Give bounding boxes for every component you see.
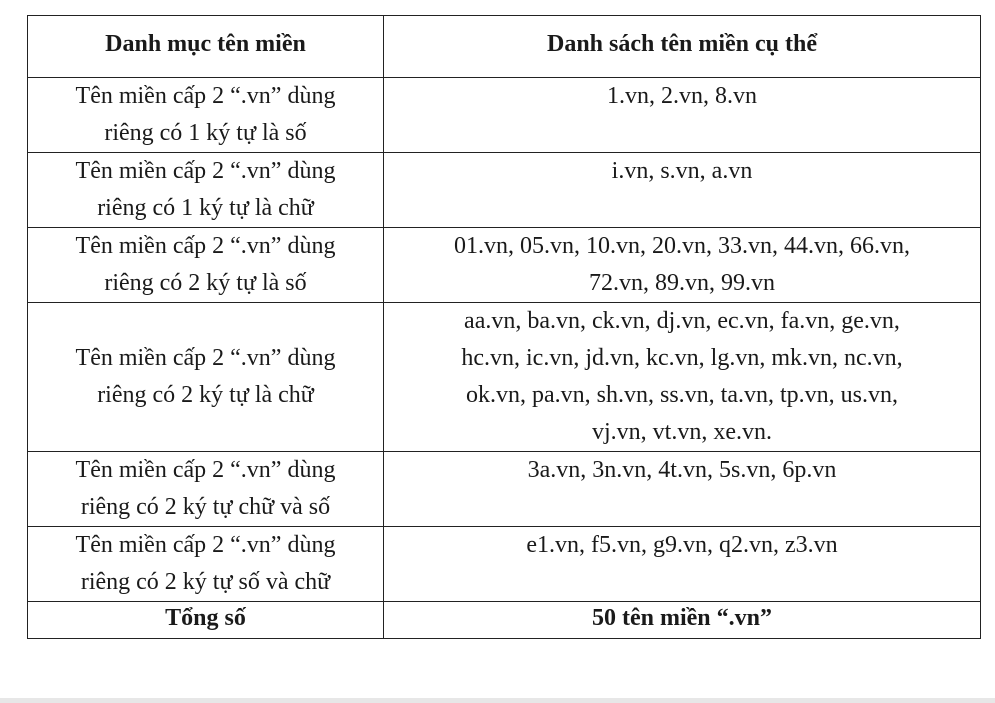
- category-line: Tên miền cấp 2 “.vn” dùng: [75, 233, 336, 259]
- domain-list-line: hc.vn, ic.vn, jd.vn, kc.vn, lg.vn, mk.vn, nc.vn,: [461, 345, 903, 371]
- table-row: [28, 527, 981, 602]
- category-line: riêng có 1 ký tự là số: [104, 120, 307, 146]
- total-row: [28, 602, 981, 639]
- domain-list-cell: [384, 452, 981, 527]
- category-cell: [28, 527, 384, 602]
- category-cell: [28, 452, 384, 527]
- domain-list-cell: [384, 303, 981, 452]
- table-row: [28, 78, 981, 153]
- domain-list-line: ok.vn, pa.vn, sh.vn, ss.vn, ta.vn, tp.vn, us.vn,: [466, 382, 898, 408]
- domain-list-line: aa.vn, ba.vn, ck.vn, dj.vn, ec.vn, fa.vn, ge.vn,: [464, 308, 900, 334]
- table-row: [28, 228, 981, 303]
- domain-list-cell: [384, 78, 981, 153]
- category-line: riêng có 2 ký tự là chữ: [97, 382, 314, 408]
- domain-list-line: 3a.vn, 3n.vn, 4t.vn, 5s.vn, 6p.vn: [527, 457, 837, 483]
- category-cell: [28, 303, 384, 452]
- category-line: riêng có 2 ký tự chữ và số: [80, 494, 331, 520]
- domain-list-cell: [384, 527, 981, 602]
- category-line: riêng có 2 ký tự số và chữ: [80, 569, 331, 595]
- domain-list-line: e1.vn, f5.vn, g9.vn, q2.vn, z3.vn: [526, 532, 838, 558]
- total-label: Tổng số: [28, 602, 384, 639]
- domain-list-line: 72.vn, 89.vn, 99.vn: [589, 270, 775, 296]
- domain-list-line: i.vn, s.vn, a.vn: [611, 158, 753, 184]
- category-cell: [28, 153, 384, 228]
- category-cell: [28, 78, 384, 153]
- category-line: riêng có 1 ký tự là chữ: [97, 195, 314, 221]
- domain-table: [27, 15, 981, 639]
- table-row: [28, 153, 981, 228]
- category-line: Tên miền cấp 2 “.vn” dùng: [75, 158, 336, 184]
- header-domain-list: Danh sách tên miền cụ thể: [384, 16, 981, 78]
- header-category: Danh mục tên miền: [28, 16, 384, 78]
- category-line: Tên miền cấp 2 “.vn” dùng: [75, 457, 336, 483]
- category-line: Tên miền cấp 2 “.vn” dùng: [75, 532, 336, 558]
- domain-list-line: 1.vn, 2.vn, 8.vn: [607, 83, 757, 109]
- category-line: Tên miền cấp 2 “.vn” dùng: [75, 83, 336, 109]
- page-bottom-edge: [0, 698, 995, 703]
- table-row: [28, 303, 981, 452]
- category-cell: [28, 228, 384, 303]
- total-value: 50 tên miền “.vn”: [384, 602, 981, 639]
- domain-list-cell: [384, 228, 981, 303]
- table-row: [28, 452, 981, 527]
- domain-list-line: 01.vn, 05.vn, 10.vn, 20.vn, 33.vn, 44.vn, 66.vn,: [454, 233, 910, 259]
- domain-list-cell: [384, 153, 981, 228]
- category-line: riêng có 2 ký tự là số: [104, 270, 307, 296]
- category-line: Tên miền cấp 2 “.vn” dùng: [75, 345, 336, 371]
- domain-list-line: vj.vn, vt.vn, xe.vn.: [592, 419, 772, 445]
- table-header-row: [28, 16, 981, 78]
